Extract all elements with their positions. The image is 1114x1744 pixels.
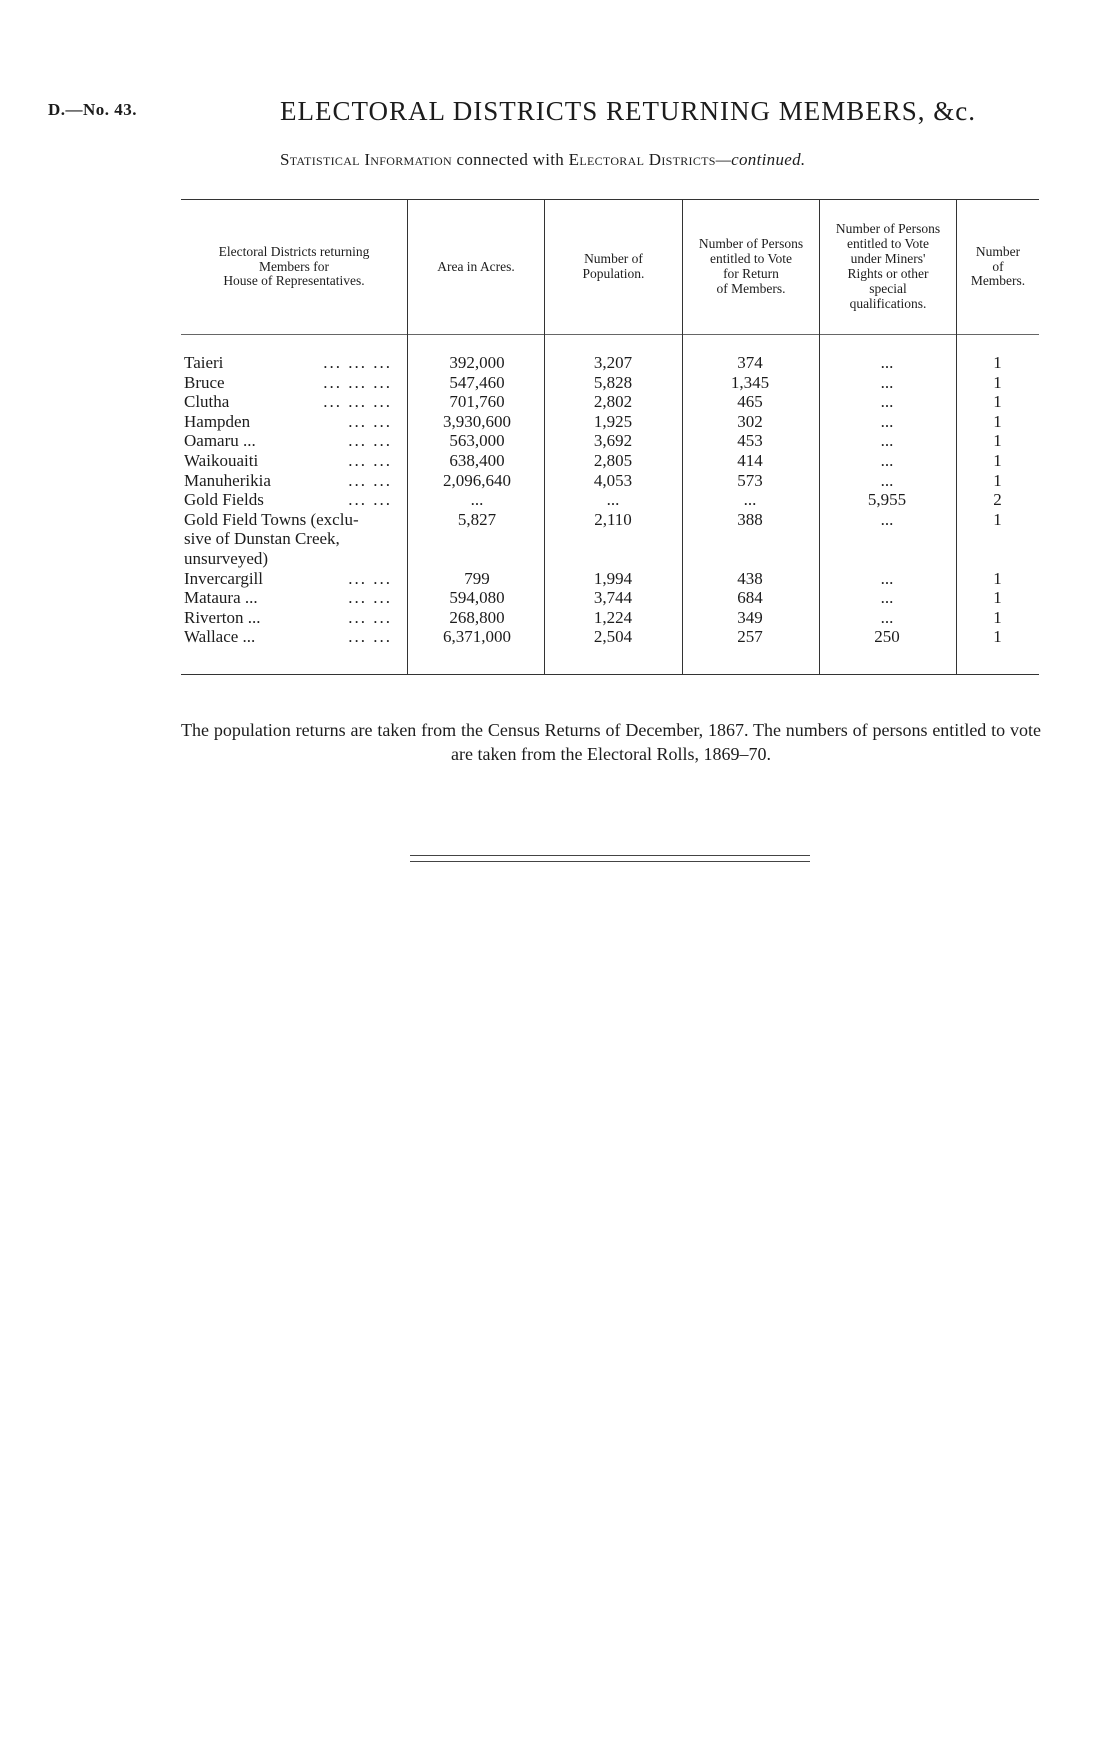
voters-cell: 438 <box>737 568 763 588</box>
area-cell: 563,000 <box>449 431 505 451</box>
column-header-population: Number of Population. <box>582 251 645 281</box>
voters-cell: 573 <box>737 470 763 490</box>
table-row <box>181 510 1039 569</box>
miners-voters-cell: ... <box>880 470 894 490</box>
district-name-cell <box>184 431 404 451</box>
miners-voters-cell: ... <box>880 607 894 627</box>
area-cell: 638,400 <box>449 450 505 470</box>
members-cell: 1 <box>993 568 1002 588</box>
members-cell: 1 <box>993 431 1002 451</box>
voters-cell: 302 <box>737 411 763 431</box>
miners-voters-cell: ... <box>880 450 894 470</box>
table-row <box>181 412 1039 432</box>
district-name: Mataura ... <box>184 588 258 608</box>
members-cell: 1 <box>993 392 1002 412</box>
dot-leader: ... ... <box>348 607 392 627</box>
voters-cell: 465 <box>737 392 763 412</box>
dot-leader: ... ... ... <box>323 372 392 392</box>
miners-voters-cell: ... <box>880 431 894 451</box>
members-cell: 1 <box>993 588 1002 608</box>
members-cell: 1 <box>993 627 1002 647</box>
table-row <box>181 569 1039 589</box>
column-header-voters: Number of Persons entitled to Vote for Return of Members. <box>698 236 804 296</box>
miners-voters-cell: ... <box>880 372 894 392</box>
area-cell: 701,760 <box>449 392 505 412</box>
district-name-cell <box>184 588 404 608</box>
members-cell: 1 <box>993 411 1002 431</box>
area-cell: 392,000 <box>449 353 505 372</box>
document-number: D.—No. 43. <box>48 100 138 119</box>
miners-voters-cell: ... <box>880 411 894 431</box>
area-cell: 5,827 <box>457 509 497 529</box>
miners-voters-cell: ... <box>880 509 894 529</box>
district-name: Riverton ... <box>184 607 261 627</box>
district-name-cell <box>184 451 404 471</box>
area-cell: ... <box>470 490 484 510</box>
table-row <box>181 451 1039 471</box>
population-cell: 3,207 <box>593 353 633 372</box>
population-cell: 2,110 <box>594 509 632 529</box>
column-header-district: Electoral Districts returning Members for House of Representatives. <box>218 243 370 289</box>
population-cell: 3,744 <box>593 588 633 608</box>
district-name-cell <box>184 569 404 589</box>
district-name: Oamaru ... <box>184 431 256 451</box>
table-row <box>181 373 1039 393</box>
district-name-cell <box>184 510 404 569</box>
district-name: Invercargill <box>184 568 263 588</box>
column-header-miners-rights: Number of Persons entitled to Vote under Miners' Rights or other special qualifications. <box>835 221 941 311</box>
area-cell: 6,371,000 <box>443 627 511 647</box>
district-name-cell <box>184 608 404 628</box>
dot-leader: ... ... <box>348 490 392 510</box>
district-name: Wallace ... <box>184 627 256 647</box>
population-cell: 1,925 <box>593 411 633 431</box>
population-cell: 1,994 <box>593 568 633 588</box>
members-cell: 1 <box>993 607 1002 627</box>
voters-cell: 453 <box>737 431 763 451</box>
members-cell: 1 <box>993 372 1002 392</box>
dot-leader: ... ... <box>348 411 392 431</box>
members-cell: 1 <box>993 470 1002 490</box>
district-name-cell <box>184 627 404 647</box>
table-row <box>181 588 1039 608</box>
subtitle-connector: connected with <box>451 150 569 169</box>
table-row <box>181 627 1039 647</box>
subtitle-statistical-information: Statistical Information <box>280 150 452 169</box>
miners-voters-cell: 250 <box>874 627 900 647</box>
dot-leader: ... ... <box>348 627 392 647</box>
area-cell: 547,460 <box>449 372 505 392</box>
dot-leader: ... ... <box>348 470 392 490</box>
subtitle-electoral-districts: Electoral Districts <box>568 150 716 169</box>
table-row <box>181 392 1039 412</box>
population-cell: 5,828 <box>593 372 633 392</box>
table-row <box>181 490 1039 510</box>
district-name: Bruce <box>184 372 225 392</box>
dot-leader: ... ... ... <box>323 353 392 372</box>
population-cell: 4,053 <box>593 470 633 490</box>
voters-cell: 1,345 <box>730 372 770 392</box>
population-cell: 1,224 <box>593 607 633 627</box>
district-name-cell <box>184 373 404 393</box>
dot-leader: ... ... <box>348 450 392 470</box>
district-name: Taieri <box>184 353 224 372</box>
members-cell: 1 <box>993 353 1002 372</box>
area-cell: 799 <box>464 568 490 588</box>
district-name: Hampden <box>184 411 251 431</box>
table-header-rule <box>181 334 1039 335</box>
miners-voters-cell: 5,955 <box>867 490 907 510</box>
district-name: Waikouaiti <box>184 450 259 470</box>
miners-voters-cell: ... <box>880 588 894 608</box>
population-cell: 2,805 <box>593 450 633 470</box>
table-body <box>181 353 1039 647</box>
table-bottom-rule <box>181 674 1039 675</box>
district-name-cell <box>184 353 404 373</box>
population-cell: 2,504 <box>593 627 633 647</box>
population-cell: 2,802 <box>593 392 633 412</box>
dot-leader: ... ... <box>348 588 392 608</box>
subtitle-continued: —continued. <box>715 150 806 169</box>
column-header-members: Number of Members. <box>970 243 1026 289</box>
district-name: Manuherikia <box>184 470 271 490</box>
voters-cell: 684 <box>737 588 763 608</box>
district-name-cell <box>184 412 404 432</box>
area-cell: 2,096,640 <box>443 470 511 490</box>
table-row <box>181 431 1039 451</box>
miners-voters-cell: ... <box>880 392 894 412</box>
area-cell: 3,930,600 <box>443 411 511 431</box>
table-row <box>181 608 1039 628</box>
members-cell: 2 <box>993 490 1002 510</box>
district-name-cell <box>184 490 404 510</box>
miners-voters-cell: ... <box>880 568 894 588</box>
area-cell: 594,080 <box>449 588 505 608</box>
area-cell: 268,800 <box>449 607 505 627</box>
voters-cell: 374 <box>737 353 763 372</box>
miners-voters-cell: ... <box>880 353 894 372</box>
voters-cell: 414 <box>737 450 763 470</box>
table-row <box>181 471 1039 491</box>
voters-cell: 257 <box>737 627 763 647</box>
members-cell: 1 <box>993 450 1002 470</box>
footnote: The population returns are taken from the Census Returns of December, 1867. The numbers of persons entitled to vote are taken from the Electoral Rolls, 1869–70. <box>181 720 1041 764</box>
voters-cell: 388 <box>737 509 763 529</box>
table-subtitle <box>280 150 805 170</box>
voters-cell: ... <box>743 490 757 510</box>
voters-cell: 349 <box>737 607 763 627</box>
population-cell: ... <box>606 490 620 510</box>
page-title: ELECTORAL DISTRICTS RETURNING MEMBERS, &c. <box>280 96 977 126</box>
table-row <box>181 353 1039 373</box>
district-name: Gold Fields <box>184 490 264 510</box>
district-name: Clutha <box>184 392 230 412</box>
population-cell: 3,692 <box>593 431 633 451</box>
dot-leader: ... ... <box>348 431 392 451</box>
members-cell: 1 <box>993 509 1002 529</box>
dot-leader: ... ... <box>348 568 392 588</box>
dot-leader: ... ... ... <box>323 392 392 412</box>
district-name-cell <box>184 471 404 491</box>
closing-double-rule <box>410 855 810 862</box>
district-name: Gold Field Towns (exclu- sive of Dunstan Creek, unsurveyed) <box>184 509 359 568</box>
column-header-area: Area in Acres. <box>437 258 515 274</box>
district-name-cell <box>184 392 404 412</box>
